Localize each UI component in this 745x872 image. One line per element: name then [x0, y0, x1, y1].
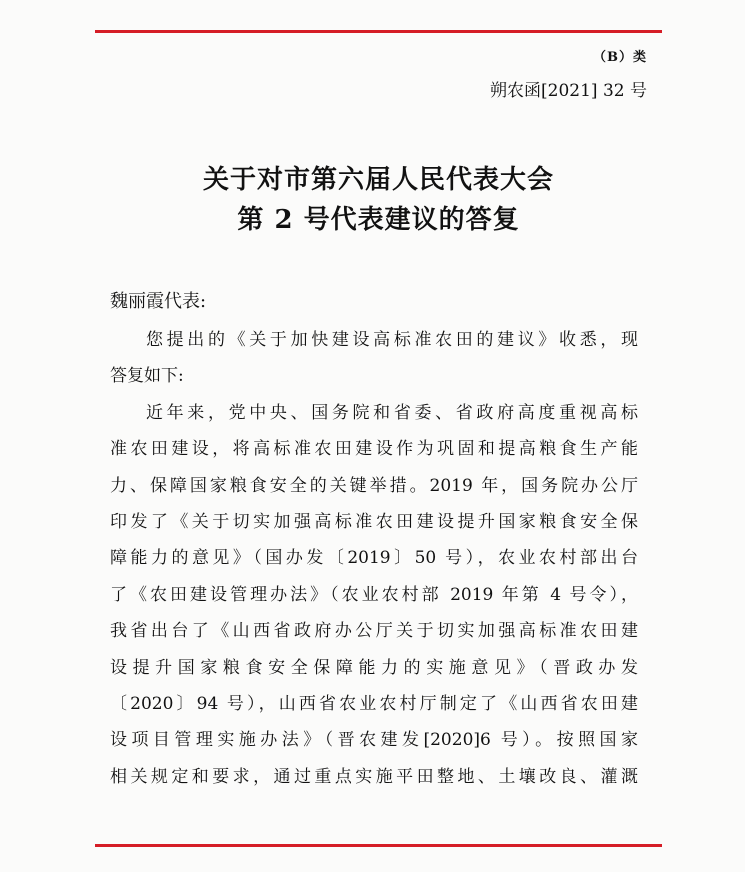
- body-line: 您提出的《关于加快建设高标准农田的建议》收悉，现: [146, 330, 638, 350]
- body-line: 相关规定和要求，通过重点实施平田整地、土壤改良、灌溉: [110, 766, 638, 787]
- body-line: 印发了《关于切实加强高标准农田建设提升国家粮食安全保: [110, 512, 638, 533]
- title-line-2: 第 2 号代表建议的答复: [237, 205, 520, 235]
- top-red-rule: [95, 30, 662, 33]
- body-line: 我省出台了《山西省政府办公厅关于切实加强高标准农田建: [110, 621, 638, 642]
- title-line-1: 关于对市第六届人民代表大会: [202, 165, 554, 195]
- body-line: 力、保障国家粮食安全的关键举措。2019 年，国务院办公厅: [110, 475, 638, 496]
- body-line: 了《农田建设管理办法》（农业农村部 2019 年第 4 号令），: [110, 584, 638, 605]
- body-line: 答复如下:: [110, 366, 184, 387]
- body-line: 近年来，党中央、国务院和省委、省政府高度重视高标: [146, 402, 638, 423]
- body-line: 准农田建设，将高标准农田建设作为巩固和提高粮食生产能: [110, 439, 638, 460]
- body-line: 障能力的意见》（国办发〔2019〕50 号），农业农村部出台: [110, 548, 638, 569]
- document-number: 朔农函[2021] 32 号: [490, 81, 647, 101]
- body-line: 设提升国家粮食安全保障能力的实施意见》（晋政办发: [110, 657, 638, 678]
- body-text: [110, 322, 638, 795]
- document-title: [95, 160, 662, 240]
- classification-mark: （B）类: [593, 50, 647, 65]
- bottom-red-rule: [95, 844, 662, 847]
- body-line: 设项目管理实施办法》（晋农建发[2020]6 号）。按照国家: [110, 730, 638, 751]
- salutation: 魏丽霞代表:: [110, 291, 207, 312]
- body-line: 〔2020〕94 号），山西省农业农村厅制定了《山西省农田建: [110, 694, 638, 715]
